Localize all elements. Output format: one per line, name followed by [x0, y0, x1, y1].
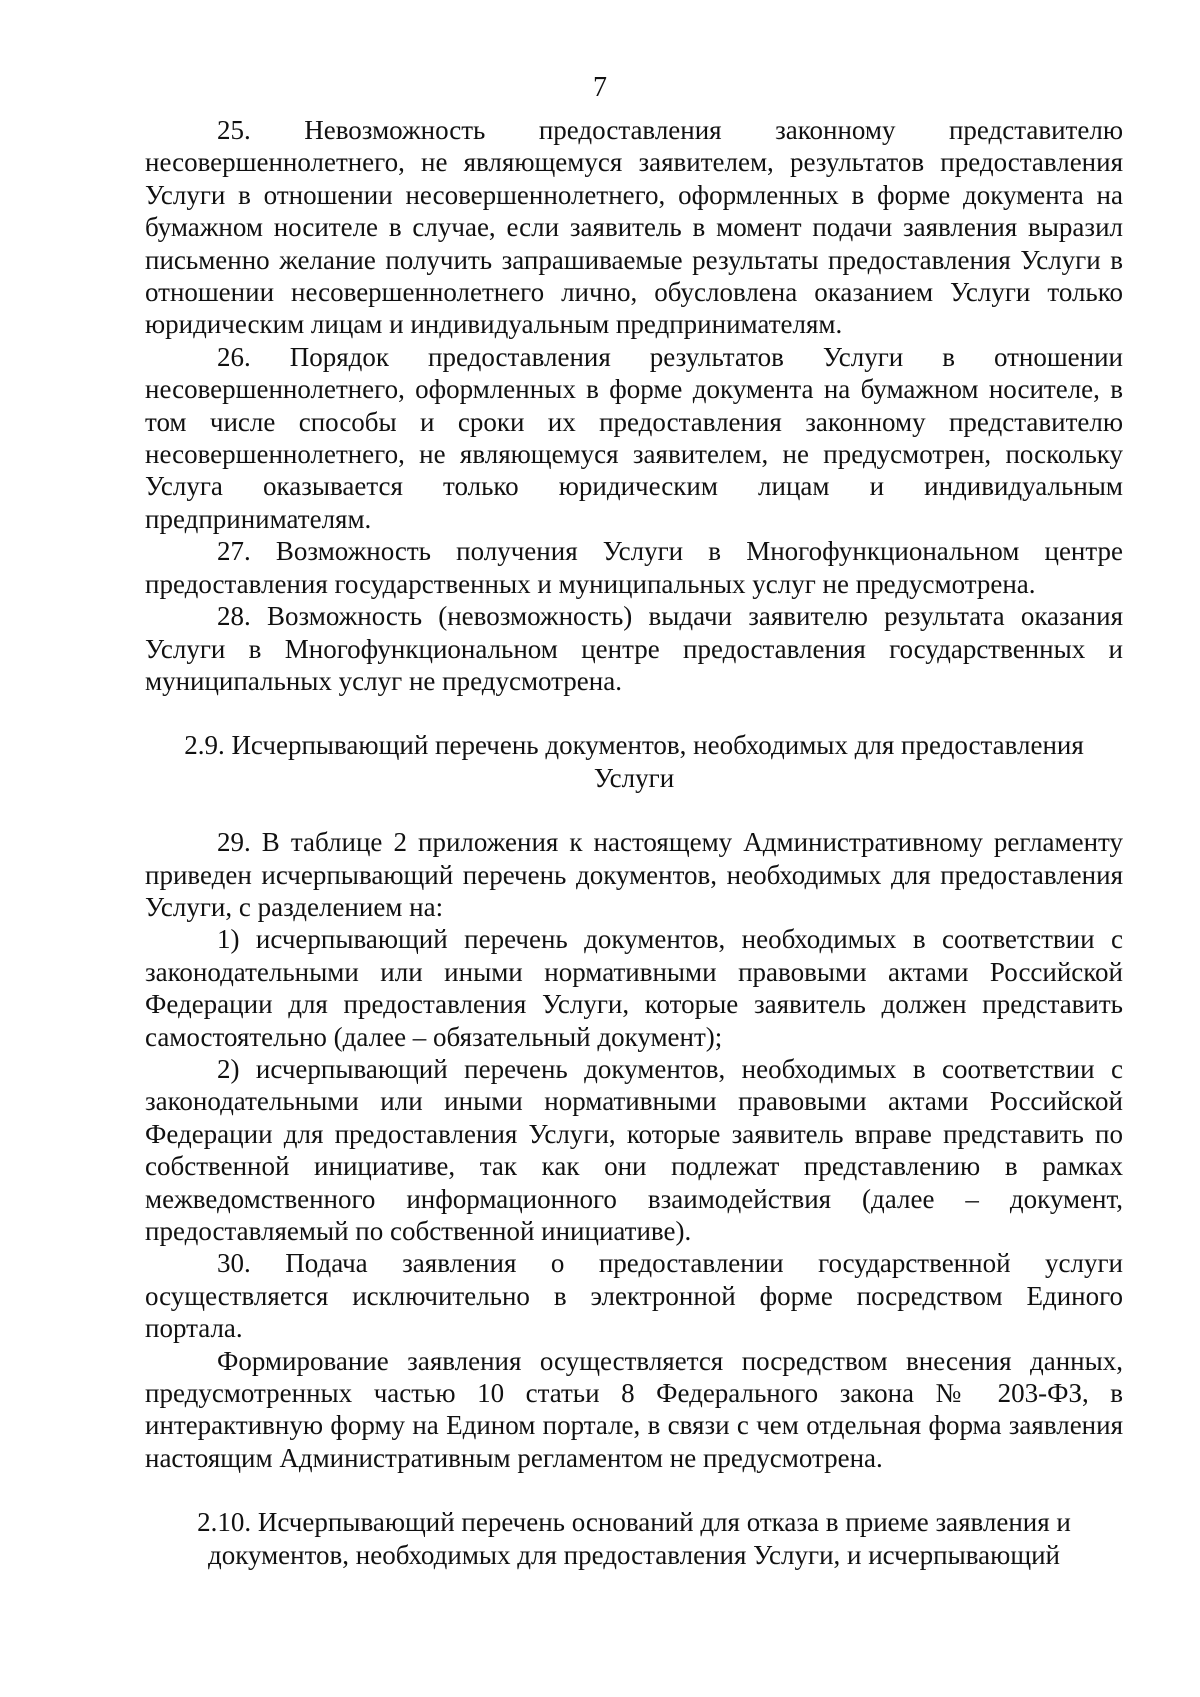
- paragraph-29-item-2: 2) исчерпывающий перечень документов, необходимых в соответствии с законодательными или иными нормативными правовыми актами Российской Федерации для предоставления Услуги, которые заявитель вправе представить по собственной инициативе, так как они подлежат представлению в рамках межведомственного информационного взаимодействия (далее – документ, предоставляемый по собственной инициативе).: [145, 1053, 1123, 1246]
- paragraph-29: 29. В таблице 2 приложения к настоящему Административному регламенту приведен исчерпывающий перечень документов, необходимых для предоставления Услуги, с разделением на:: [145, 827, 1123, 922]
- document-body: [145, 114, 1123, 1571]
- paragraph-27: 27. Возможность получения Услуги в Многофункциональном центре предоставления государственных и муниципальных услуг не предусмотрена.: [145, 536, 1123, 599]
- paragraph-26: 26. Порядок предоставления результатов Услуги в отношении несовершеннолетнего, оформленных в форме документа на бумажном носителе, в том числе способы и сроки их предоставления законному представителю несовершеннолетнего, не являющемуся заявителем, не предусмотрен, поскольку Услуга оказывается только юридическим лицам и индивидуальным предпринимателям.: [145, 341, 1123, 534]
- section-heading-2-9-line-2: Услуги: [593, 762, 675, 793]
- section-heading-2-9-line-1: 2.9. Исчерпывающий перечень документов, необходимых для предоставления: [184, 730, 1084, 761]
- paragraph-25: 25. Невозможность предоставления законному представителю несовершеннолетнего, не являющемуся заявителем, результатов предоставления Услуги в отношении несовершеннолетнего, оформленных в форме документа на бумажном носителе в случае, если заявитель в момент подачи заявления выразил письменно желание получить запрашиваемые результаты предоставления Услуги в отношении несовершеннолетнего лично, обусловлена оказанием Услуги только юридическим лицам и индивидуальным предпринимателям.: [145, 115, 1123, 340]
- paragraph-30: 30. Подача заявления о предоставлении государственной услуги осуществляется исключительно в электронной форме посредством Единого портала.: [145, 1248, 1123, 1344]
- paragraph-30-continued: Формирование заявления осуществляется посредством внесения данных, предусмотренных частью 10 статьи 8 Федерального закона № 203-ФЗ, в интерактивную форму на Едином портале, в связи с чем отдельная форма заявления настоящим Административным регламентом не предусмотрена.: [145, 1345, 1123, 1473]
- paragraph-29-item-1: 1) исчерпывающий перечень документов, необходимых в соответствии с законодательными или иными нормативными правовыми актами Российской Федерации для предоставления Услуги, которые заявитель должен представить самостоятельно (далее – обязательный документ);: [145, 924, 1123, 1052]
- section-heading-2-10-line-2: документов, необходимых для предоставления Услуги, и исчерпывающий: [207, 1539, 1061, 1570]
- section-heading-2-10-line-1: 2.10. Исчерпывающий перечень оснований для отказа в приеме заявления и: [197, 1507, 1071, 1538]
- paragraph-28: 28. Возможность (невозможность) выдачи заявителю результата оказания Услуги в Многофункциональном центре предоставления государственных и муниципальных услуг не предусмотрена.: [145, 601, 1123, 696]
- page-number: 7: [593, 72, 607, 103]
